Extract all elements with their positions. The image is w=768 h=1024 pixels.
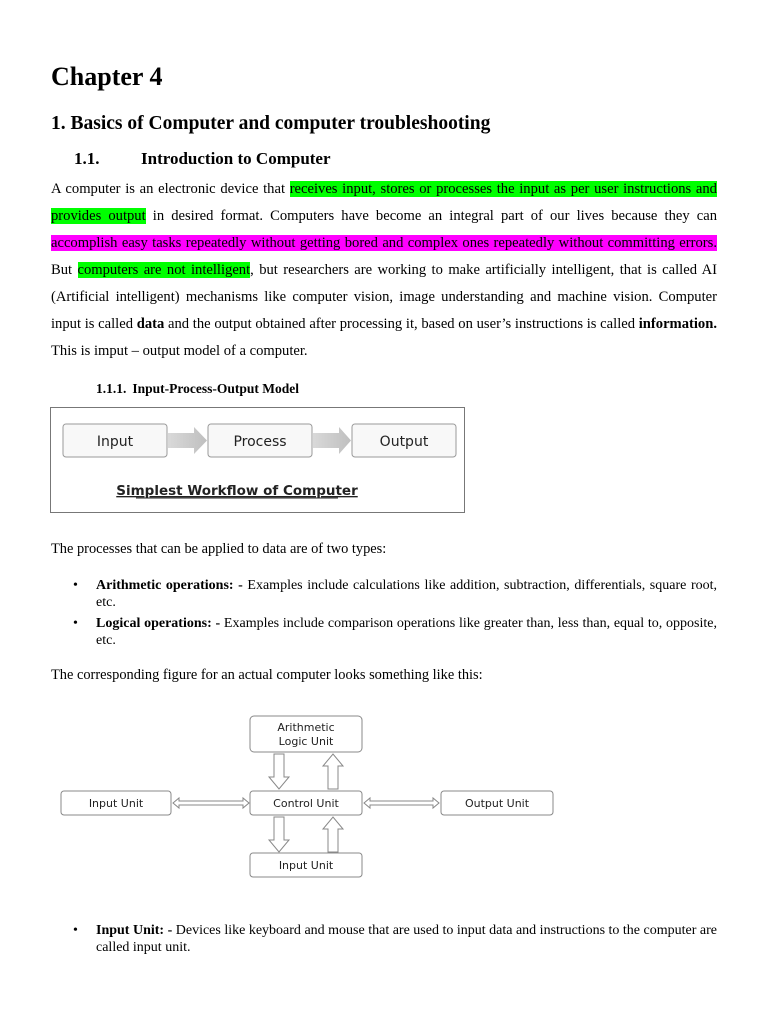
ipo-arrow-1 xyxy=(168,427,207,454)
process-types-list xyxy=(51,577,717,653)
chapter-title: Chapter 4 xyxy=(51,62,163,91)
list-item: • Input Unit: - Devices like keyboard and mouse that are used to input data and instructions to the computer are called input unit. xyxy=(73,923,717,955)
ipo-label-input: Input xyxy=(96,434,134,450)
term-information: information. xyxy=(638,316,717,332)
unit-label: Input Unit: - xyxy=(96,923,173,938)
process-label: Arithmetic operations: - xyxy=(96,578,243,593)
subsubsection-heading xyxy=(96,381,299,397)
highlight-tasks: accomplish easy tasks repeatedly without getting bored and complex ones repeatedly without committing errors. xyxy=(51,235,717,251)
subsection-title: Introduction to Computer xyxy=(141,149,331,168)
subsubsection-number: 1.1.1. xyxy=(96,381,127,396)
section-number: 1. xyxy=(51,113,66,134)
ipo-figure xyxy=(50,407,465,513)
section-title: Basics of Computer and computer troubleshooting xyxy=(70,113,491,134)
control-unit-label: Control Unit xyxy=(273,797,339,810)
computer-architecture-figure xyxy=(55,712,560,882)
intro-text-1: A computer is an electronic device that xyxy=(51,181,290,197)
highlight-input-output: receives input, stores or processes the input as per user instructions and provides output xyxy=(51,181,717,224)
list-item: • Arithmetic operations: - Examples include calculations like addition, subtraction, differentials, square root, etc. xyxy=(73,578,717,610)
arrow-control-output-link xyxy=(364,798,439,808)
arrow-input-to-control xyxy=(323,817,343,852)
intro-text-2: in desired format. Computers have become an integral part of our lives because they can xyxy=(145,208,717,224)
intro-paragraph xyxy=(51,176,717,365)
list-item: • Logical operations: - Examples include comparison operations like greater than, less than, equal to, opposite, etc. xyxy=(73,616,717,648)
intro-text-4: , but researchers are working to make artificially intelligent, that is called AI (Artificial intelligent) mechanisms like computer vision, image understanding and machine vision. Computer input is called xyxy=(51,262,718,332)
input-unit-left-label: Input Unit xyxy=(88,797,144,810)
arrow-alu-to-control xyxy=(269,754,289,789)
output-unit-label: Output Unit xyxy=(464,797,530,810)
process-label: Logical operations: - xyxy=(96,616,221,631)
term-data: data xyxy=(136,316,165,332)
section-heading xyxy=(51,113,490,135)
process-text: Examples include calculations like addition, subtraction, differentials, square root, etc. xyxy=(96,578,717,610)
input-unit-bottom-label: Input Unit xyxy=(278,859,334,872)
ipo-label-process: Process xyxy=(233,434,287,450)
subsection-heading xyxy=(74,149,331,169)
ipo-label-output: Output xyxy=(379,434,429,450)
ipo-arrow-2 xyxy=(313,427,351,454)
intro-text-3: But xyxy=(51,262,78,278)
highlight-not-intelligent: computers are not intelligent xyxy=(77,262,251,278)
ipo-caption: Simplest Workflow of Computer xyxy=(116,483,358,499)
alu-label-line1: Arithmetic xyxy=(277,721,335,734)
unit-text: Devices like keyboard and mouse that are used to input data and instructions to the computer are called input unit. xyxy=(96,923,717,955)
arrow-input-control-link xyxy=(173,798,249,808)
subsubsection-title: Input-Process-Output Model xyxy=(132,381,300,396)
process-intro: The processes that can be applied to data are of two types: xyxy=(51,541,387,557)
subsection-number: 1.1. xyxy=(74,149,100,168)
intro-text-6: This is imput – output model of a computer. xyxy=(51,343,308,359)
arrow-control-to-alu xyxy=(323,754,343,789)
arrow-control-to-input xyxy=(269,817,289,852)
architecture-diagram xyxy=(55,712,560,882)
process-text: Examples include comparison operations like greater than, less than, equal to, opposite, etc. xyxy=(96,616,717,648)
figure-intro: The corresponding figure for an actual computer looks something like this: xyxy=(51,667,483,683)
ipo-diagram xyxy=(51,408,464,512)
intro-text-5: and the output obtained after processing it, based on user’s instructions is called xyxy=(164,316,639,332)
alu-label-line2: Logic Unit xyxy=(278,735,334,748)
units-list xyxy=(51,922,717,960)
